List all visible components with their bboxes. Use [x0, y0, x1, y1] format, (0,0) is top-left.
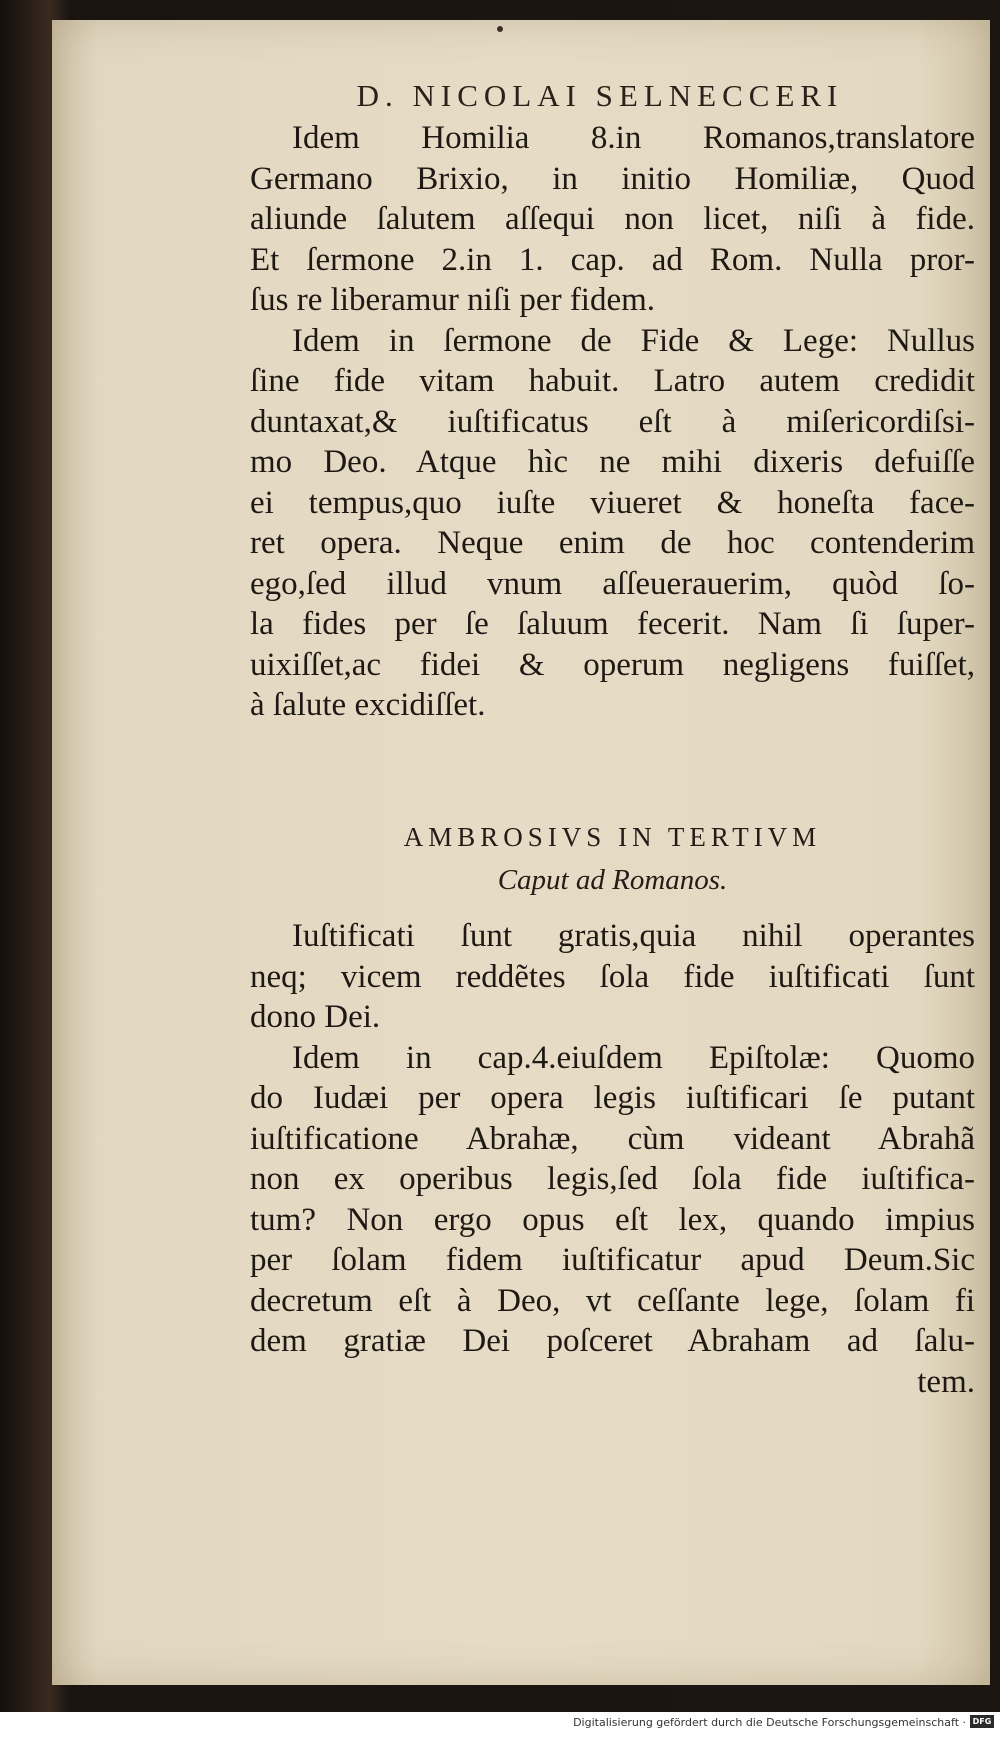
text-line: uixiſſet,ac fidei & operum negligens fuiſſet,: [250, 646, 975, 683]
section-subheading: Caput ad Romanos.: [497, 864, 728, 896]
text-line: dem gratiæ Dei poſceret Abraham ad ſalu-: [250, 1323, 975, 1359]
catchword: tem.: [917, 1363, 975, 1400]
text-line: iuſtificatione Abrahæ, cùm videant Abrahã: [250, 1120, 975, 1157]
text-block-bottom: [250, 916, 975, 1402]
text-line: Germano Brixio, in initio Homiliæ, Quod: [250, 160, 975, 197]
paragraph-homilia: [250, 118, 975, 321]
page-mark: [497, 26, 503, 32]
text-line: dono Dei.: [250, 999, 381, 1035]
paragraph-sermone: [250, 321, 975, 726]
text-line: neq; vicem reddẽtes ſola fide iuſtificati ſunt: [250, 958, 975, 995]
text-line: Idem in cap.4.eiuſdem Epiſtolæ: Quomo: [292, 1039, 975, 1076]
text-line: decretum eſt à Deo, vt ceſſante lege, ſolam fi: [250, 1282, 975, 1319]
text-line: ſus re liberamur niſi per fidem.: [250, 282, 656, 318]
text-line: la fides per ſe ſaluum fecerit. Nam ſi ſuper-: [250, 606, 975, 642]
text-line: Idem in ſermone de Fide & Lege: Nullus: [292, 322, 975, 359]
section-heading: AMBROSIVS IN TERTIVM: [403, 822, 822, 852]
text-block-top: [250, 118, 975, 726]
paragraph-epistolae: [250, 1038, 975, 1403]
text-line: mo Deo. Atque hìc ne mihi dixeris defuiſſe: [250, 444, 975, 480]
text-line: ret opera. Neque enim de hoc contenderim: [250, 525, 975, 561]
text-line: ego,ſed illud vnum aſſeuerauerim, quòd ſo-: [250, 565, 975, 602]
text-line: duntaxat,& iuſtificatus eſt à miſericordiſsi-: [250, 403, 975, 440]
text-line: Idem Homilia 8.in Romanos,translatore: [292, 120, 975, 156]
running-head: D. NICOLAI SELNECCERI: [356, 78, 844, 113]
text-line: ſine fide vitam habuit. Latro autem credidit: [250, 363, 975, 399]
text-line: per ſolam fidem iuſtificatur apud Deum.Sic: [250, 1242, 975, 1278]
text-line: aliunde ſalutem aſſequi non licet, niſi à fide.: [250, 201, 975, 237]
text-line: à ſalute excidiſſet.: [250, 687, 486, 723]
text-line: tum? Non ergo opus eſt lex, quando impius: [250, 1201, 975, 1238]
dfg-logo-icon: DFG: [970, 1715, 994, 1728]
text-line: ei tempus,quo iuſte viueret & honeſta face-: [250, 484, 975, 521]
text-line: non ex operibus legis,ſed ſola fide iuſtifica-: [250, 1161, 975, 1197]
digitization-credit: Digitalisierung gefördert durch die Deutsche Forschungsgemeinschaft ·: [573, 1716, 966, 1729]
text-line: Et ſermone 2.in 1. cap. ad Rom. Nulla pror-: [250, 241, 975, 278]
paragraph-ambrosius: [250, 916, 975, 1038]
text-line: Iuſtificati ſunt gratis,quia nihil operantes: [292, 918, 975, 954]
text-line: do Iudæi per opera legis iuſtificari ſe putant: [250, 1080, 975, 1116]
